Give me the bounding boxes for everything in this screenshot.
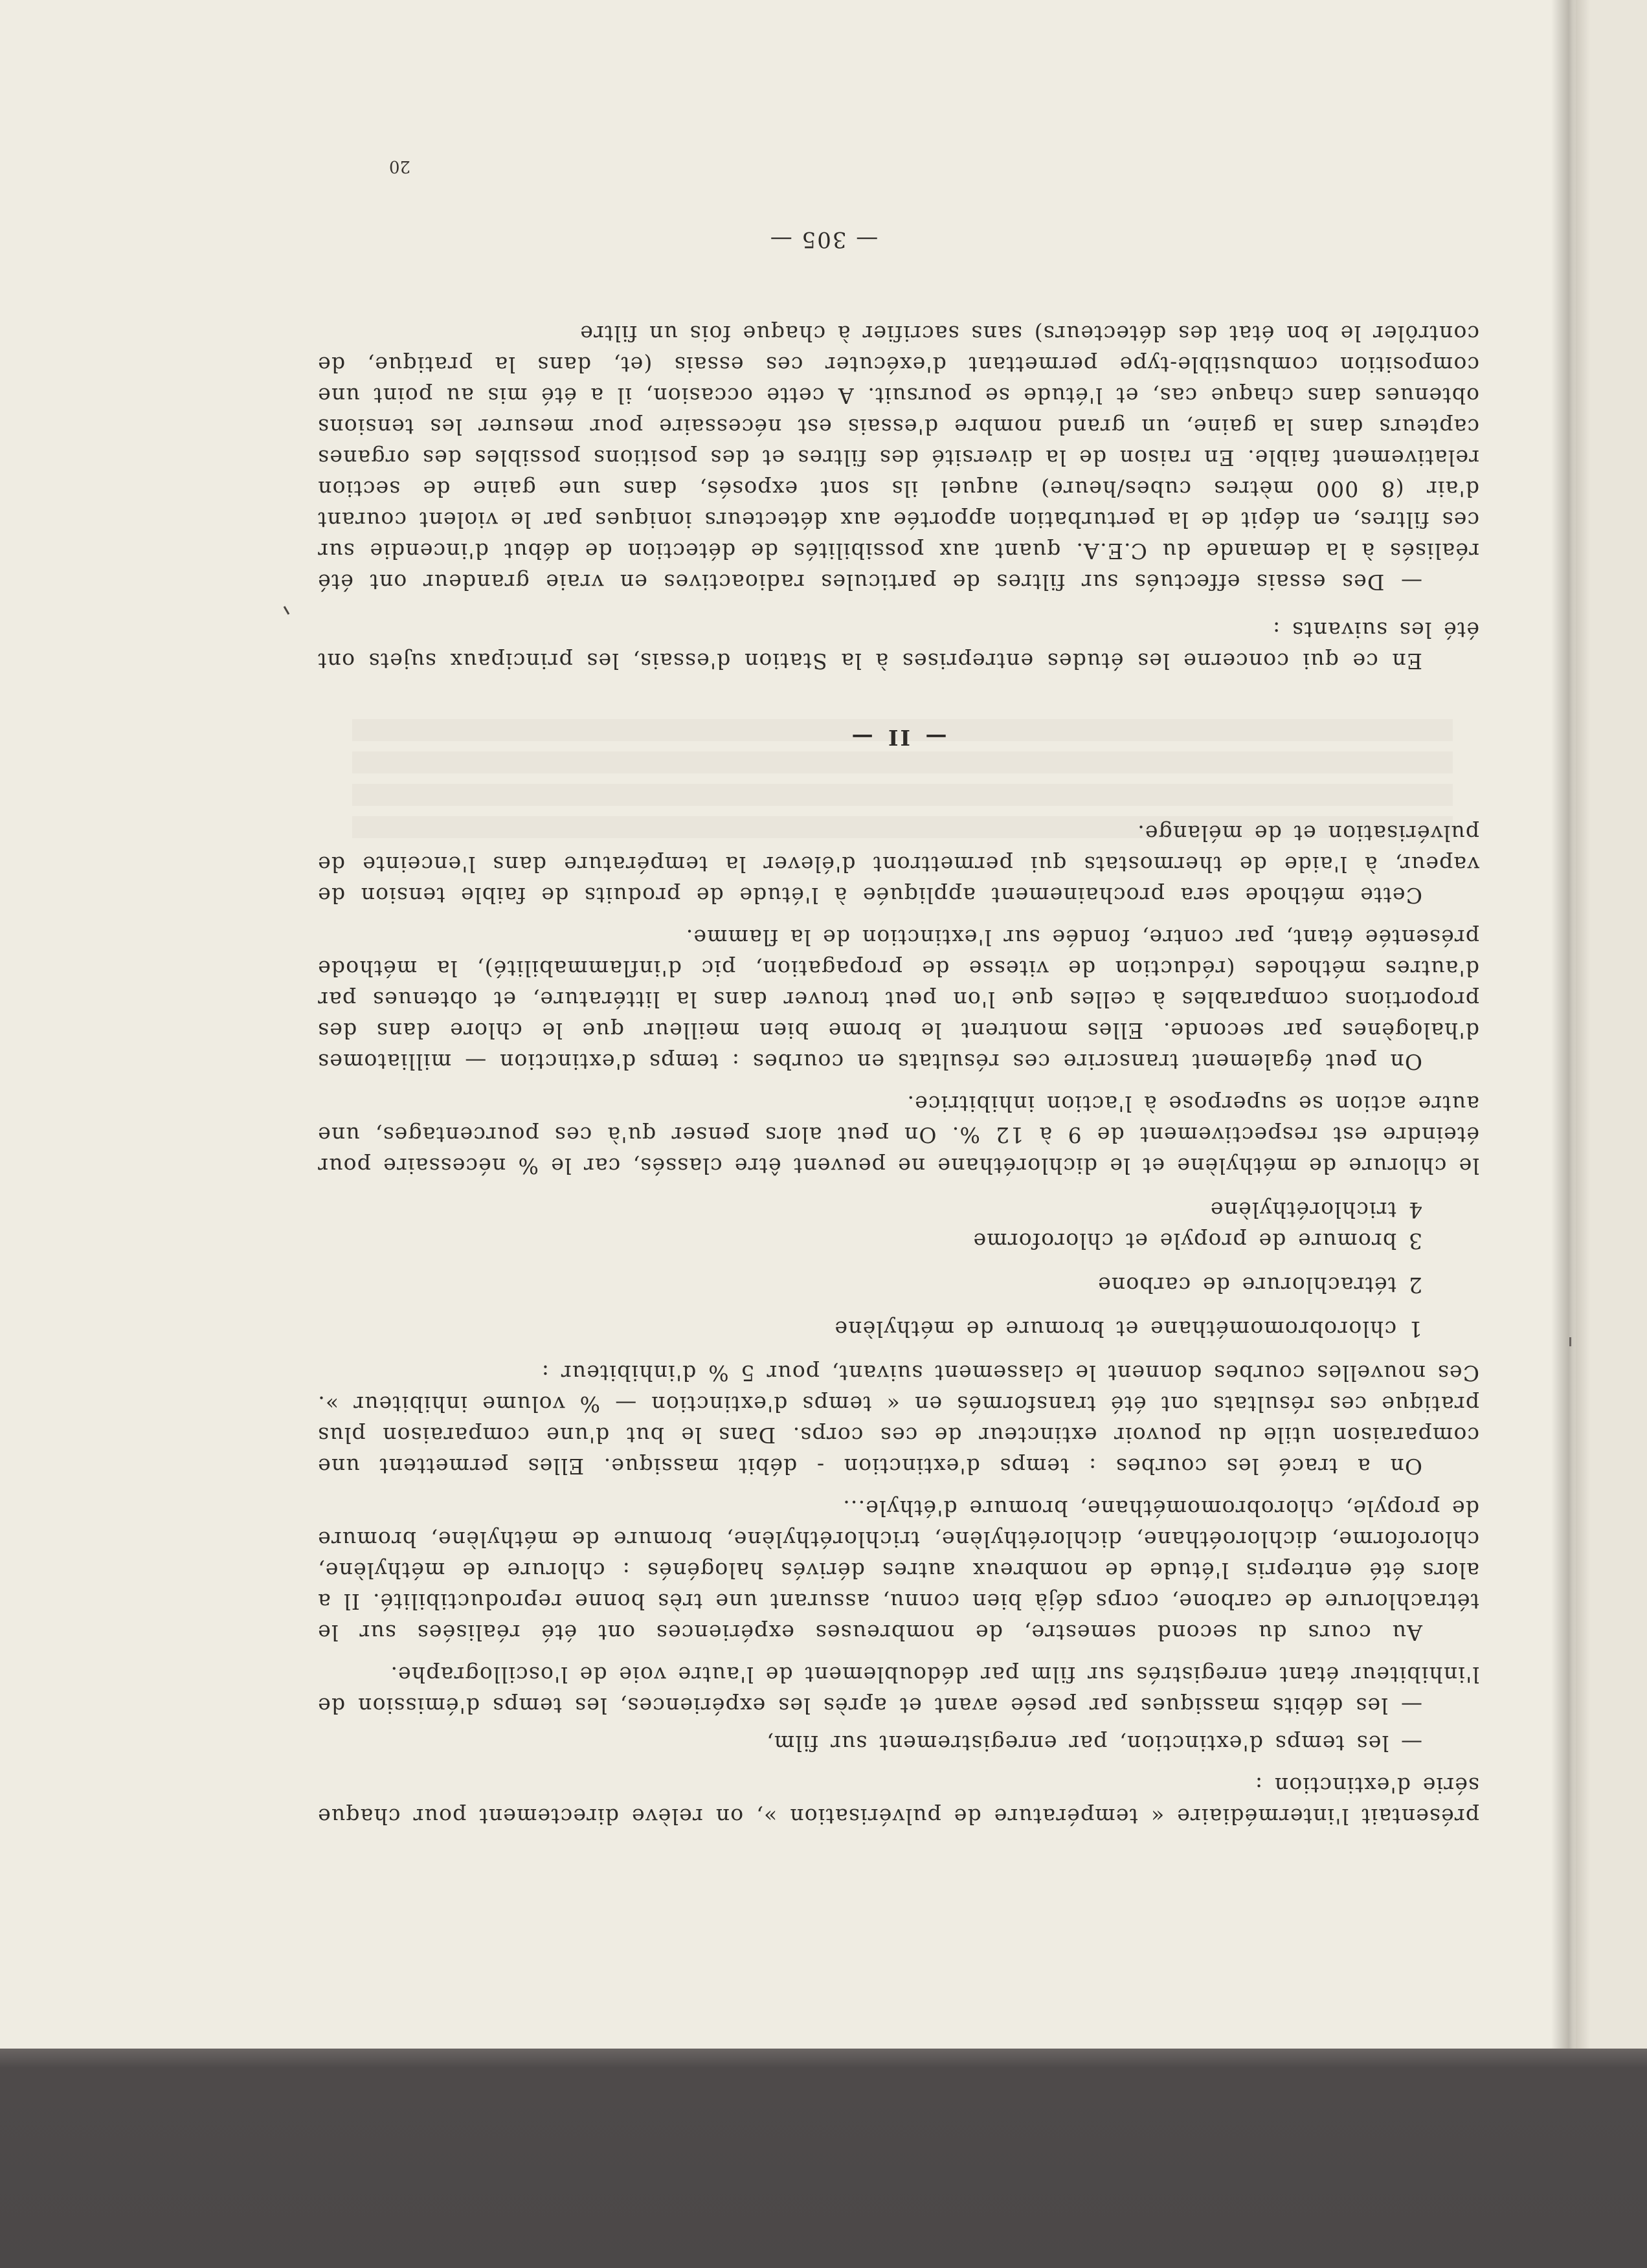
rank-number: 1 [1407,1317,1422,1342]
rank-text: bromure de propyle et chloroforme [972,1228,1397,1254]
ranking-item-3 [317,1225,1479,1256]
scanner-background [0,2049,1647,2268]
paragraph: — les débits massiques par pesée avant et après les expériences, les temps d'émission de l'inhibiteur étant enregistrés sur film par dédoublement de l'autre voie de l'oscillographe. [317,1662,1479,1718]
paragraph: On a tracé les courbes : temps d'extinction - débit massique. Elles permettent une comparaison utile du pouvoir extincteur de ces corps. Dans le but d'une comparaison plus pratique ces résultats ont été transformés en « temps d'extinction — % volume inhibiteur ». Ces nouvelles courbes donnent le classement suivant, pour 5 % d'inhibiteur : [317,1361,1479,1479]
ranking-item-4 [317,1194,1479,1225]
rank-number: 4 [1407,1197,1422,1223]
pencil-mark [284,606,290,615]
page-number-text: — 305 — [768,227,879,252]
paragraph: En ce qui concerne les études entreprises à la Station d'essais, les principaux sujets ont été les suivants : [317,617,1479,674]
rank-text: chlorobromométhane et bromure de méthylène [834,1317,1397,1342]
paragraph: On peut également transcrire ces résultats en courbes : temps d'extinction — milliatomes d'halogènes par seconde. Elles montrent le brome bien meilleur que le chlore dans des proportions comparables à celles que l'on peut trouver dans la littérature, et obtenues par d'autres méthodes (réduction de vitesse de propagation, pic d'inflammabilité), la méthode présentée étant, par contre, fondée sur l'extinction de la flamme. [317,925,1479,1074]
paragraph: présentait l'intermédiaire « température de pulvérisation », on relève directement pour chaque série d'extinction : [317,1773,1479,1829]
pencil-mark [1569,1337,1571,1346]
paragraph: le chlorure de méthylène et le dichloréthane ne peuvent être classés, car le % nécessaire pour éteindre est respectivement de 9 à 12 %. On peut alors penser qu'à ces pourcentages, une autre action se superpose à l'action inhibitrice. [317,1091,1479,1179]
rank-text: trichloréthylène [1209,1197,1397,1223]
ranking-item-1 [317,1313,1479,1344]
rank-text: tétrachlorure de carbone [1097,1273,1397,1298]
rank-number: 2 [1407,1273,1422,1298]
paragraph: Cette méthode sera prochainement appliquée à l'étude de produits de faible tension de vapeur, à l'aide de thermostats qui permettront d'élever la température dans l'enceinte de pulvérisation et de mélange. [317,821,1479,908]
body-text-block-1 [317,318,1479,1832]
rank-number: 3 [1407,1228,1422,1254]
paragraph: Au cours du second semestre, de nombreuses expériences ont été réalisées sur le tétrachlorure de carbone, corps déjà bien connu, assurant une très bonne reproductibilité. Il a alors été entrepris l'étude de nombreux autres dérivés halogénés : chlorure de méthylène, chloroforme, dichloroéthane, dichloréthylène, trichloréthylène, bromure de méthylène, bromure de propyle, chlorobromométhane, bromure d'éthyle... [317,1496,1479,1645]
folio-mark: 20 [388,157,410,176]
ranking-item-2 [317,1269,1479,1300]
paragraph: — Des essais effectués sur filtres de particules radioactives en vraie grandeur ont été réalisés à la demande du C.E.A. quant aux possibilités de détection de début d'incendie sur ces filtres, en dépit de la perturbation apportée aux détecteurs ioniques par le violent courant d'air (8 000 mètres cubes/heure) auquel ils sont exposés, dans une gaine de section relativement faible. En raison de la diversité des filtres et des positions possibles des organes capteurs dans la gaine, un grand nombre d'essais est nécessaire pour mesurer les tensions obtenues dans chaque cas, et l'étude se poursuit. A cette occasion, il a été mis au point une composition combustible-type permettant d'exécuter ces essais (et, dans la pratique, de contrôler le bon état des détecteurs) sans sacrifier à chaque fois un filtre [317,321,1479,595]
section-heading: — II — [849,725,947,750]
paragraph: — les temps d'extinction, par enregistrement sur film, [766,1731,1422,1756]
book-spine-shadow [1551,0,1590,2049]
page-number [0,227,1647,252]
